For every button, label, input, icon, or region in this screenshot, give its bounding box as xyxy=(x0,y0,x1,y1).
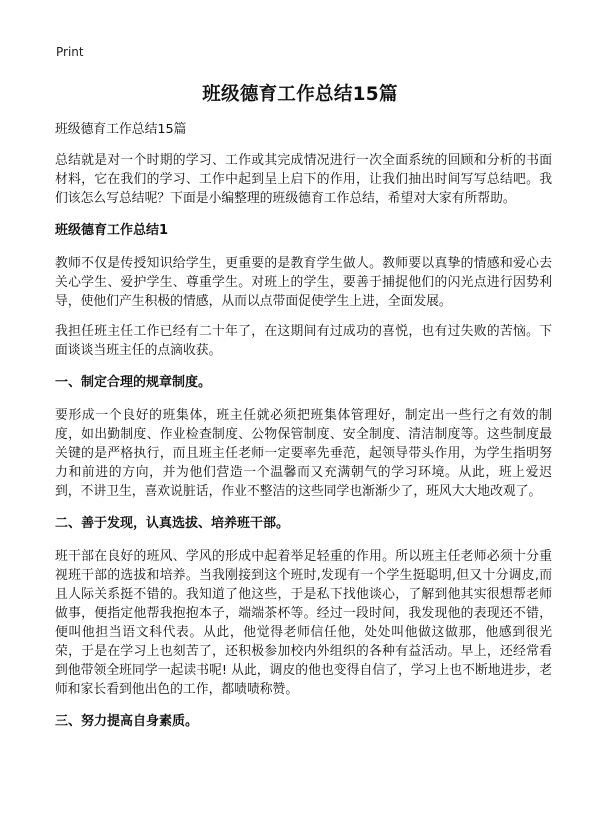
article-body xyxy=(55,121,552,745)
paragraph-2: 我担任班主任工作已经有二十年了，在这期间有过成功的喜悦，也有过失败的苦恼。下面谈谈当班主任的点滴收获。 xyxy=(55,324,552,358)
intro-paragraph: 总结就是对一个时期的学习、工作或其完成情况进行一次全面系统的回顾和分析的书面材料，它在我们的学习、工作中起到呈上启下的作用，让我们抽出时间写写总结吧。我们该怎么写总结呢？下面是小编整理的班级德育工作总结，希望对大家有所帮助。 xyxy=(55,153,552,206)
page-title: 班级德育工作总结15篇 xyxy=(202,84,398,105)
paragraph-4: 班干部在良好的班风、学风的形成中起着举足轻重的作用。所以班主任老师必须十分重视班干部的选拔和培养。当我刚接到这个班时,发现有一个学生挺聪明,但又十分调皮,而且人际关系挺不错的。我知道了他这些，于是私下找他谈心，了解到他其实很想帮老师做事，便指定他帮我抱抱本子，端端茶杯等。经过一段时间，我发现他的表现还不错，便叫他担当语文科代表。从此，他觉得老师信任他，处处叫他做这做那，他感到很光荣，于是在学习上也刻苦了，还积极参加校内外组织的各种有益活动。早上，还经常看到他带领全班同学一起读书呢! 从此，调皮的他也变得自信了，学习上也不断地进步，老师和家长看到他出色的工作，都啧啧称赞。 xyxy=(55,549,552,697)
section-heading: 班级德育工作总结1 xyxy=(55,223,169,238)
heading-cadres: 二、善于发现，认真选拔、培养班干部。 xyxy=(55,516,290,531)
paragraph-3: 要形成一个良好的班集体，班主任就必须把班集体管理好，制定出一些行之有效的制度，如出勤制度、作业检查制度、公物保管制度、安全制度、清洁制度等。这些制度最关键的是严格执行，而且班主任老师一定要率先垂范，起领导带头作用，为学生指明努力和前进的方向，并为他们营造一个温馨而又充满朝气的学习环境。从此，班上爱迟到，不讲卫生，喜欢说脏话，作业不整洁的这些同学也渐渐少了，班风大大地改观了。 xyxy=(55,408,552,499)
paragraph-1: 教师不仅是传授知识给学生，更重要的是教育学生做人。教师要以真挚的情感和爱心去关心学生、爱护学生、尊重学生。对班上的学生，要善于捕捉他们的闪光点进行因势利导，使他们产生积极的情感，从而以点带面促使学生上进，全面发展。 xyxy=(55,256,552,309)
article-subtitle: 班级德育工作总结15篇 xyxy=(55,122,187,137)
heading-self-improvement: 三、努力提高自身素质。 xyxy=(55,714,199,729)
print-link[interactable]: Print xyxy=(56,45,84,59)
heading-rules: 一、制定合理的规章制度。 xyxy=(55,375,212,390)
